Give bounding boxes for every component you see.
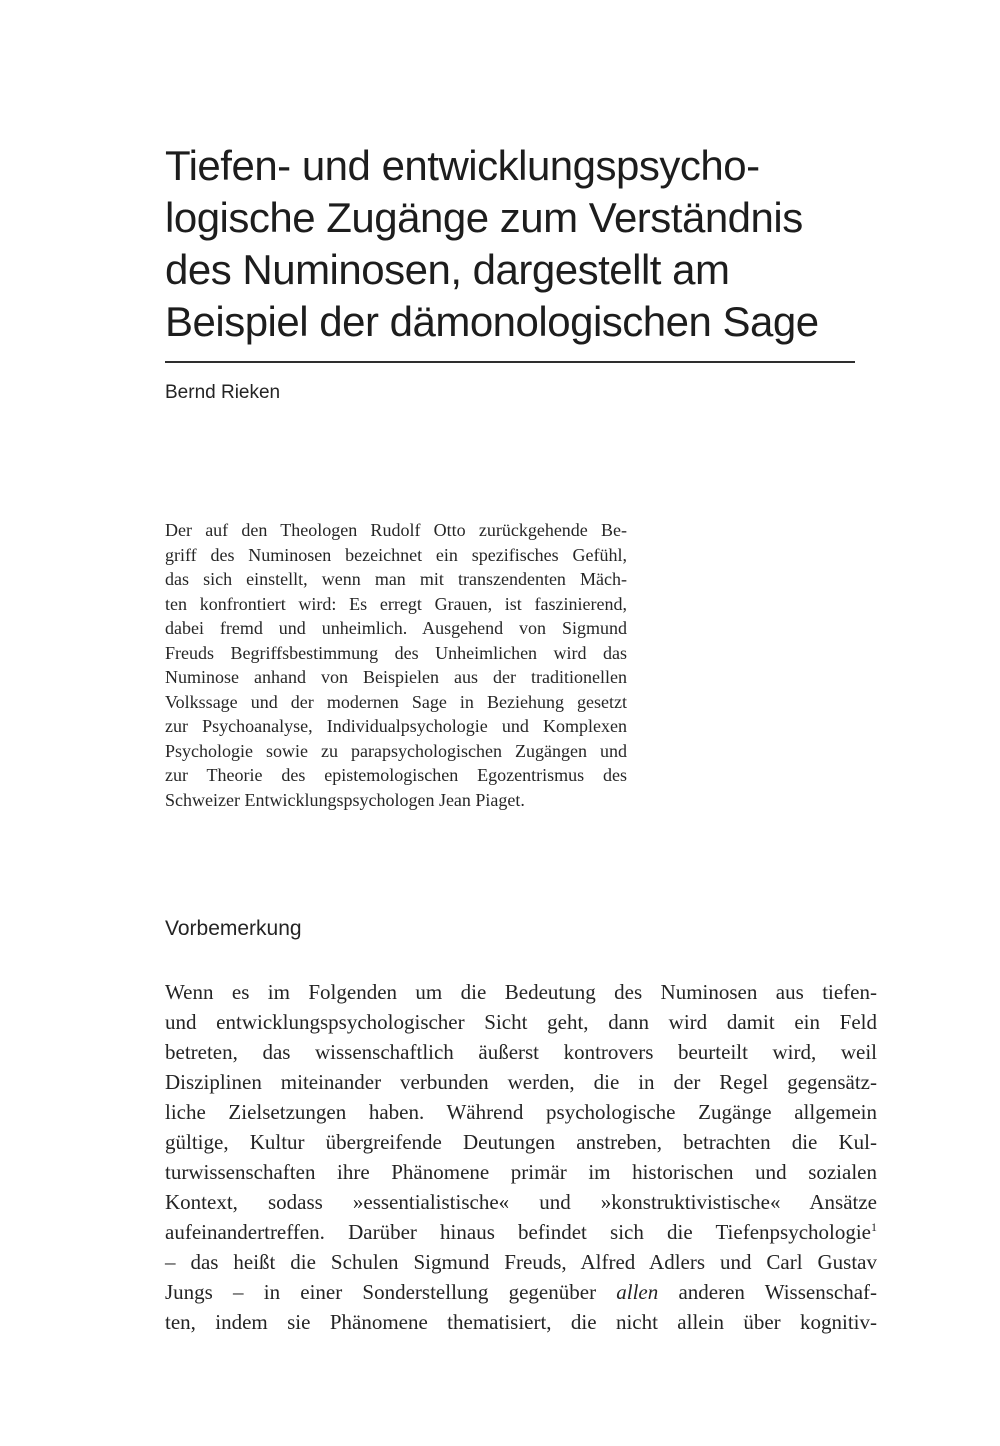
body-line: Wenn es im Folgenden um die Bedeutung des Numinosen aus tiefen- [165, 980, 877, 1004]
title-line: Tiefen- und entwicklungspsycho- [165, 142, 760, 189]
body-line-with-emphasis [165, 1277, 877, 1307]
body-line: – das heißt die Schulen Sigmund Freuds, Alfred Adlers und Carl Gustav [165, 1250, 877, 1274]
abstract-line: Volkssage und der modernen Sage in Beziehung gesetzt [165, 691, 627, 712]
body-line: Kontext, sodass »essentialistische« und »konstruktivistische« Ansätze [165, 1190, 877, 1214]
abstract-line: dabei fremd und unheimlich. Ausgehend von Sigmund [165, 618, 627, 638]
body-paragraph [165, 977, 877, 1337]
body-text-segment: anderen Wissenschaf- [658, 1280, 878, 1304]
abstract [165, 518, 627, 812]
body-line: und entwicklungspsychologischer Sicht geht, dann wird damit ein Feld [165, 1010, 877, 1034]
abstract-line: das sich einstellt, wenn man mit transzendenten Mäch- [165, 569, 627, 589]
body-line: ten, indem sie Phänomene thematisiert, die nicht allein über kognitiv- [165, 1310, 877, 1334]
abstract-line: griff des Numinosen bezeichnet ein spezifisches Gefühl, [165, 544, 627, 565]
abstract-line: zur Psychoanalyse, Individualpsychologie und Komplexen [165, 716, 627, 736]
article-header [165, 140, 1000, 404]
abstract-line: Schweizer Entwicklungspsychologen Jean Piaget. [165, 789, 525, 810]
title-line: des Numinosen, dargestellt am [165, 246, 730, 293]
title-line: Beispiel der dämonologischen Sage [165, 298, 819, 345]
emphasized-text: allen [616, 1280, 659, 1304]
title-line: logische Zugänge zum Verständnis [165, 194, 803, 241]
abstract-line: Numinose anhand von Beispielen aus der traditionellen [165, 667, 627, 687]
body-line: gültige, Kultur übergreifende Deutungen anstreben, betrachten die Kul- [165, 1130, 877, 1154]
title-rule [165, 361, 855, 363]
body-line: turwissenschaften ihre Phänomene primär im historischen und sozialen [165, 1160, 877, 1184]
body-line: liche Zielsetzungen haben. Während psychologische Zugänge allgemein [165, 1100, 877, 1124]
body-text-segment: Jungs – in einer Sonderstellung gegenüber [165, 1280, 617, 1304]
body-text-segment: aufeinandertreffen. Darüber hinaus befindet sich die Tiefenpsychologie [165, 1220, 871, 1244]
article-title [165, 140, 1000, 348]
body-line: Disziplinen miteinander verbunden werden, die in der Regel gegensätz- [165, 1070, 877, 1094]
abstract-line: ten konfrontiert wird: Es erregt Grauen, ist faszinierend, [165, 593, 627, 614]
body-line-with-footnote [165, 1217, 877, 1247]
section-heading: Vorbemerkung [165, 917, 302, 940]
body-line: betreten, das wissenschaftlich äußerst kontrovers beurteilt wird, weil [165, 1040, 877, 1064]
abstract-line: Freuds Begriffsbestimmung des Unheimlichen wird das [165, 642, 627, 663]
author-name: Bernd Rieken [165, 382, 281, 403]
abstract-line: Psychologie sowie zu parapsychologischen Zugängen und [165, 740, 627, 761]
abstract-line: zur Theorie des epistemologischen Egozentrismus des [165, 765, 627, 785]
abstract-line: Der auf den Theologen Rudolf Otto zurückgehende Be- [165, 520, 627, 540]
footnote-ref: 1 [871, 1220, 877, 1234]
